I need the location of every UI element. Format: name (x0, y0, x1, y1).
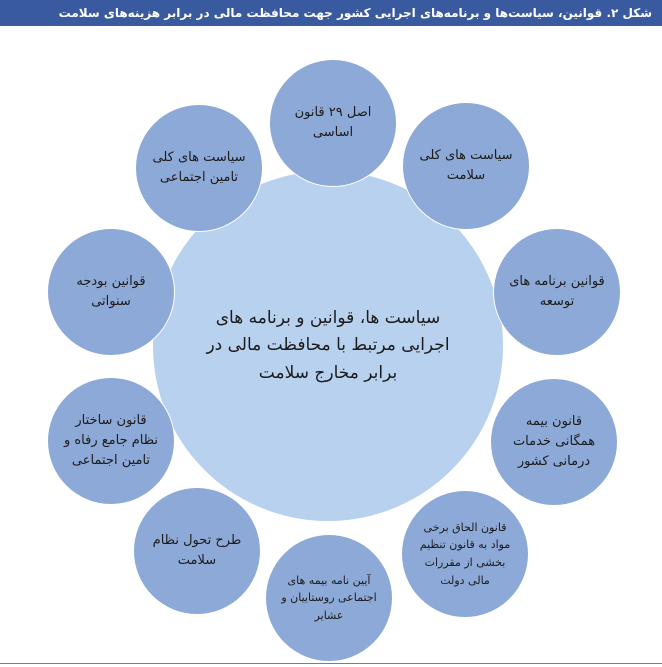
node-social-security-policies: سیاست های کلی تامین اجتماعی (135, 104, 263, 232)
node-welfare-system-law: قانون ساختار نظام جامع رفاه و تامین اجتماعی (47, 377, 175, 505)
center-circle: سیاست ها، قوانین و برنامه های اجرایی مرتبط با محافظت مالی در برابر مخارج سلامت (151, 169, 505, 523)
figure-title: شکل ۲. قوانین، سیاست‌ها و برنامه‌های اجرایی کشور جهت محافظت مالی در برابر هزینه‌های سلامت (0, 0, 662, 26)
node-article-29: اصل ۲۹ قانون اساسی (269, 59, 397, 187)
node-financial-regulations-law: قانون الحاق برخی مواد به قانون تنظیم بخشی از مقررات مالی دولت (401, 490, 529, 618)
node-annual-budget-laws: قوانین بودجه سنواتی (47, 228, 175, 356)
node-universal-insurance-law: قانون بیمه همگانی خدمات درمانی کشور (490, 378, 618, 506)
bottom-divider (0, 663, 662, 664)
node-rural-insurance-regulation: آیین نامه بیمه های اجتماعی روستاییان و عشایر (265, 534, 393, 662)
node-health-transformation-plan: طرح تحول نظام سلامت (133, 487, 261, 615)
node-development-plans: قوانین برنامه های توسعه (493, 228, 621, 356)
node-general-health-policies: سیاست های کلی سلامت (402, 102, 530, 230)
